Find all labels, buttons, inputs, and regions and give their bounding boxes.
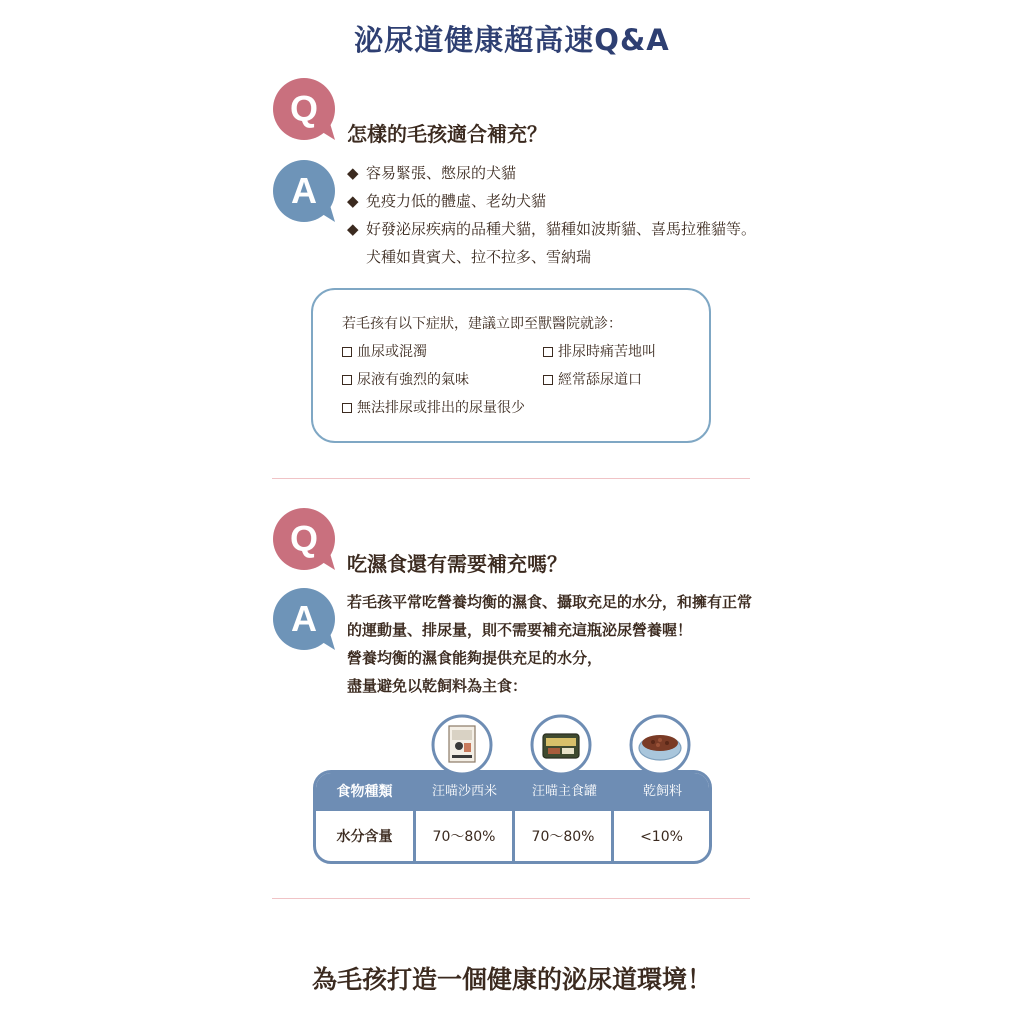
svg-text:Q: Q [289,518,319,559]
diamond-bullet-icon: ◆ [347,192,359,210]
symptoms-box [311,288,711,443]
symptoms-intro: 若毛孩有以下症狀，建議立即至獸醫院就診： [342,316,622,332]
water-content-table [313,770,712,864]
checkbox-icon [543,375,553,385]
table-header-cell: 食物種類 [336,784,393,800]
dry-kibble-bowl-icon [629,714,691,776]
table-cell: 70～80% [531,829,595,845]
checkbox-icon [543,347,553,357]
svg-text:A: A [291,598,317,639]
question-1: 怎樣的毛孩適合補充？ [347,122,547,146]
diamond-bullet-icon: ◆ [347,220,359,238]
diamond-bullet-icon: ◆ [347,164,359,182]
symptom-item: 排尿時痛苦地叫 [543,341,656,361]
question-2: 吃濕食還有需要補充嗎？ [347,552,567,576]
footer-slogan: 為毛孩打造一個健康的泌尿道環境！ [311,965,712,994]
a-bubble-icon [273,588,339,654]
svg-text:A: A [291,170,317,211]
answer-1-item: ◆ 免疫力低的體虛、老幼犬貓 [347,192,547,210]
table-header-cell: 汪喵沙西米 [431,784,497,799]
answer-2-line: 若毛孩平常吃營養均衡的濕食、攝取充足的水分，和擁有正常 [347,593,753,611]
symptom-item: 尿液有強烈的氣味 [342,369,469,389]
page-title: 泌尿道健康超高速Q&A [354,23,670,57]
q-bubble-icon [273,78,339,144]
a-bubble-icon [273,160,339,226]
answer-2-line: 盡量避免以乾飼料為主食： [347,677,528,695]
answer-1-item: ◆ 容易緊張、憋尿的犬貓 [347,164,517,182]
svg-text:Q: Q [289,88,319,129]
canned-food-icon [530,714,592,776]
q-bubble-icon [273,508,339,574]
divider [272,478,750,479]
checkbox-icon [342,375,352,385]
answer-2-line: 的運動量、排尿量，則不需要補充這瓶泌尿營養喔！ [347,621,693,639]
answer-1-item: ◆ 好發泌尿疾病的品種犬貓，貓種如波斯貓、喜馬拉雅貓等。 [347,220,757,238]
table-header-cell: 汪喵主食罐 [531,784,597,799]
checkbox-icon [342,347,352,357]
table-row-label: 水分含量 [336,829,393,845]
answer-1-continuation: 犬種如貴賓犬、拉不拉多、雪納瑞 [366,248,592,266]
divider [272,898,750,899]
table-cell: 70～80% [432,829,496,845]
table-cell: <10% [640,829,683,845]
symptom-item: 經常舔尿道口 [543,369,642,389]
sashimi-pouch-icon [431,714,493,776]
answer-2-line: 營養均衡的濕食能夠提供充足的水分， [347,649,603,667]
checkbox-icon [342,403,352,413]
table-header-cell: 乾飼料 [642,784,682,799]
symptom-item: 血尿或混濁 [342,341,427,361]
symptom-item: 無法排尿或排出的尿量很少 [342,397,525,417]
